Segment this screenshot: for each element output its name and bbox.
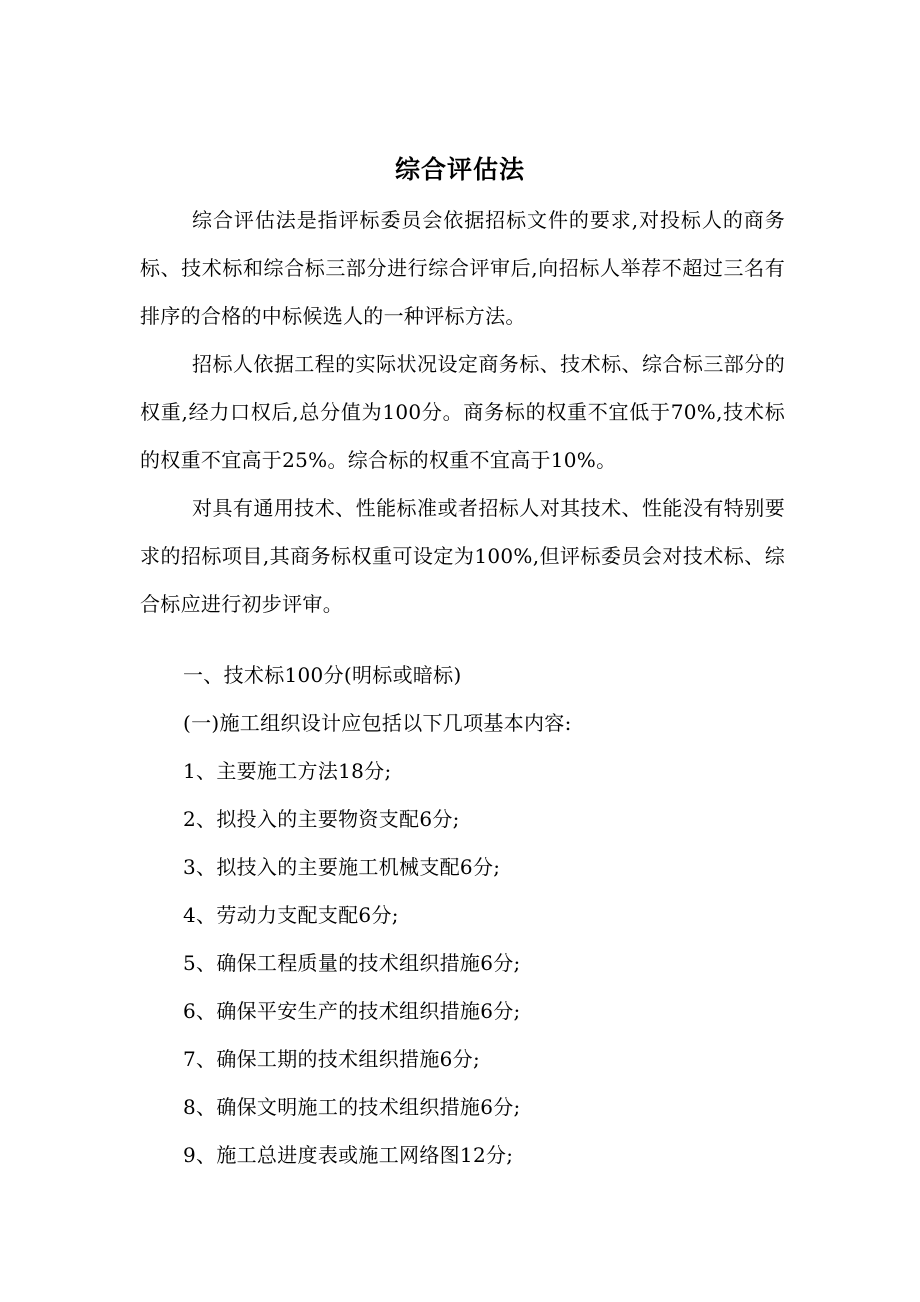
document-title: 综合评估法: [394, 155, 525, 184]
list-item: 3、拟技入的主要施工机械支配6分;: [183, 855, 501, 879]
list-item: 4、劳动力支配支配6分;: [183, 903, 399, 927]
list-item: 7、确保工期的技术组织措施6分;: [183, 1047, 480, 1071]
list-item: 6、确保平安生产的技术组织措施6分;: [183, 999, 521, 1023]
list-item: 2、拟投入的主要物资支配6分;: [183, 807, 460, 831]
paragraph-definition: 综合评估法是指评标委员会依据招标文件的要求,对投标人的商务标、技术标和综合标三部分进行综合评审后,向招标人举荐不超过三名有排序的合格的中标候选人的一种评标方法。: [140, 208, 785, 328]
list-item: 9、施工总进度表或施工网络图12分;: [183, 1143, 514, 1167]
section-heading: 一、技术标100分(明标或暗标): [183, 663, 462, 687]
paragraph-special-case: 对具有通用技术、性能标准或者招标人对其技术、性能没有特别要求的招标项目,其商务标权重可设定为100%,但评标委员会对技术标、综合标应进行初步评审。: [140, 496, 785, 616]
list-item: 8、确保文明施工的技术组织措施6分;: [183, 1095, 521, 1119]
list-item: 1、主要施工方法18分;: [183, 759, 392, 783]
list-item: 5、确保工程质量的技术组织措施6分;: [183, 951, 521, 975]
paragraph-weights: 招标人依据工程的实际状况设定商务标、技术标、综合标三部分的权重,经力口权后,总分值为100分。商务标的权重不宜低于70%,技术标的权重不宜高于25%。综合标的权重不宜高于10%。: [140, 352, 785, 472]
subsection-heading: (一)施工组织设计应包括以下几项基本内容:: [183, 711, 572, 735]
